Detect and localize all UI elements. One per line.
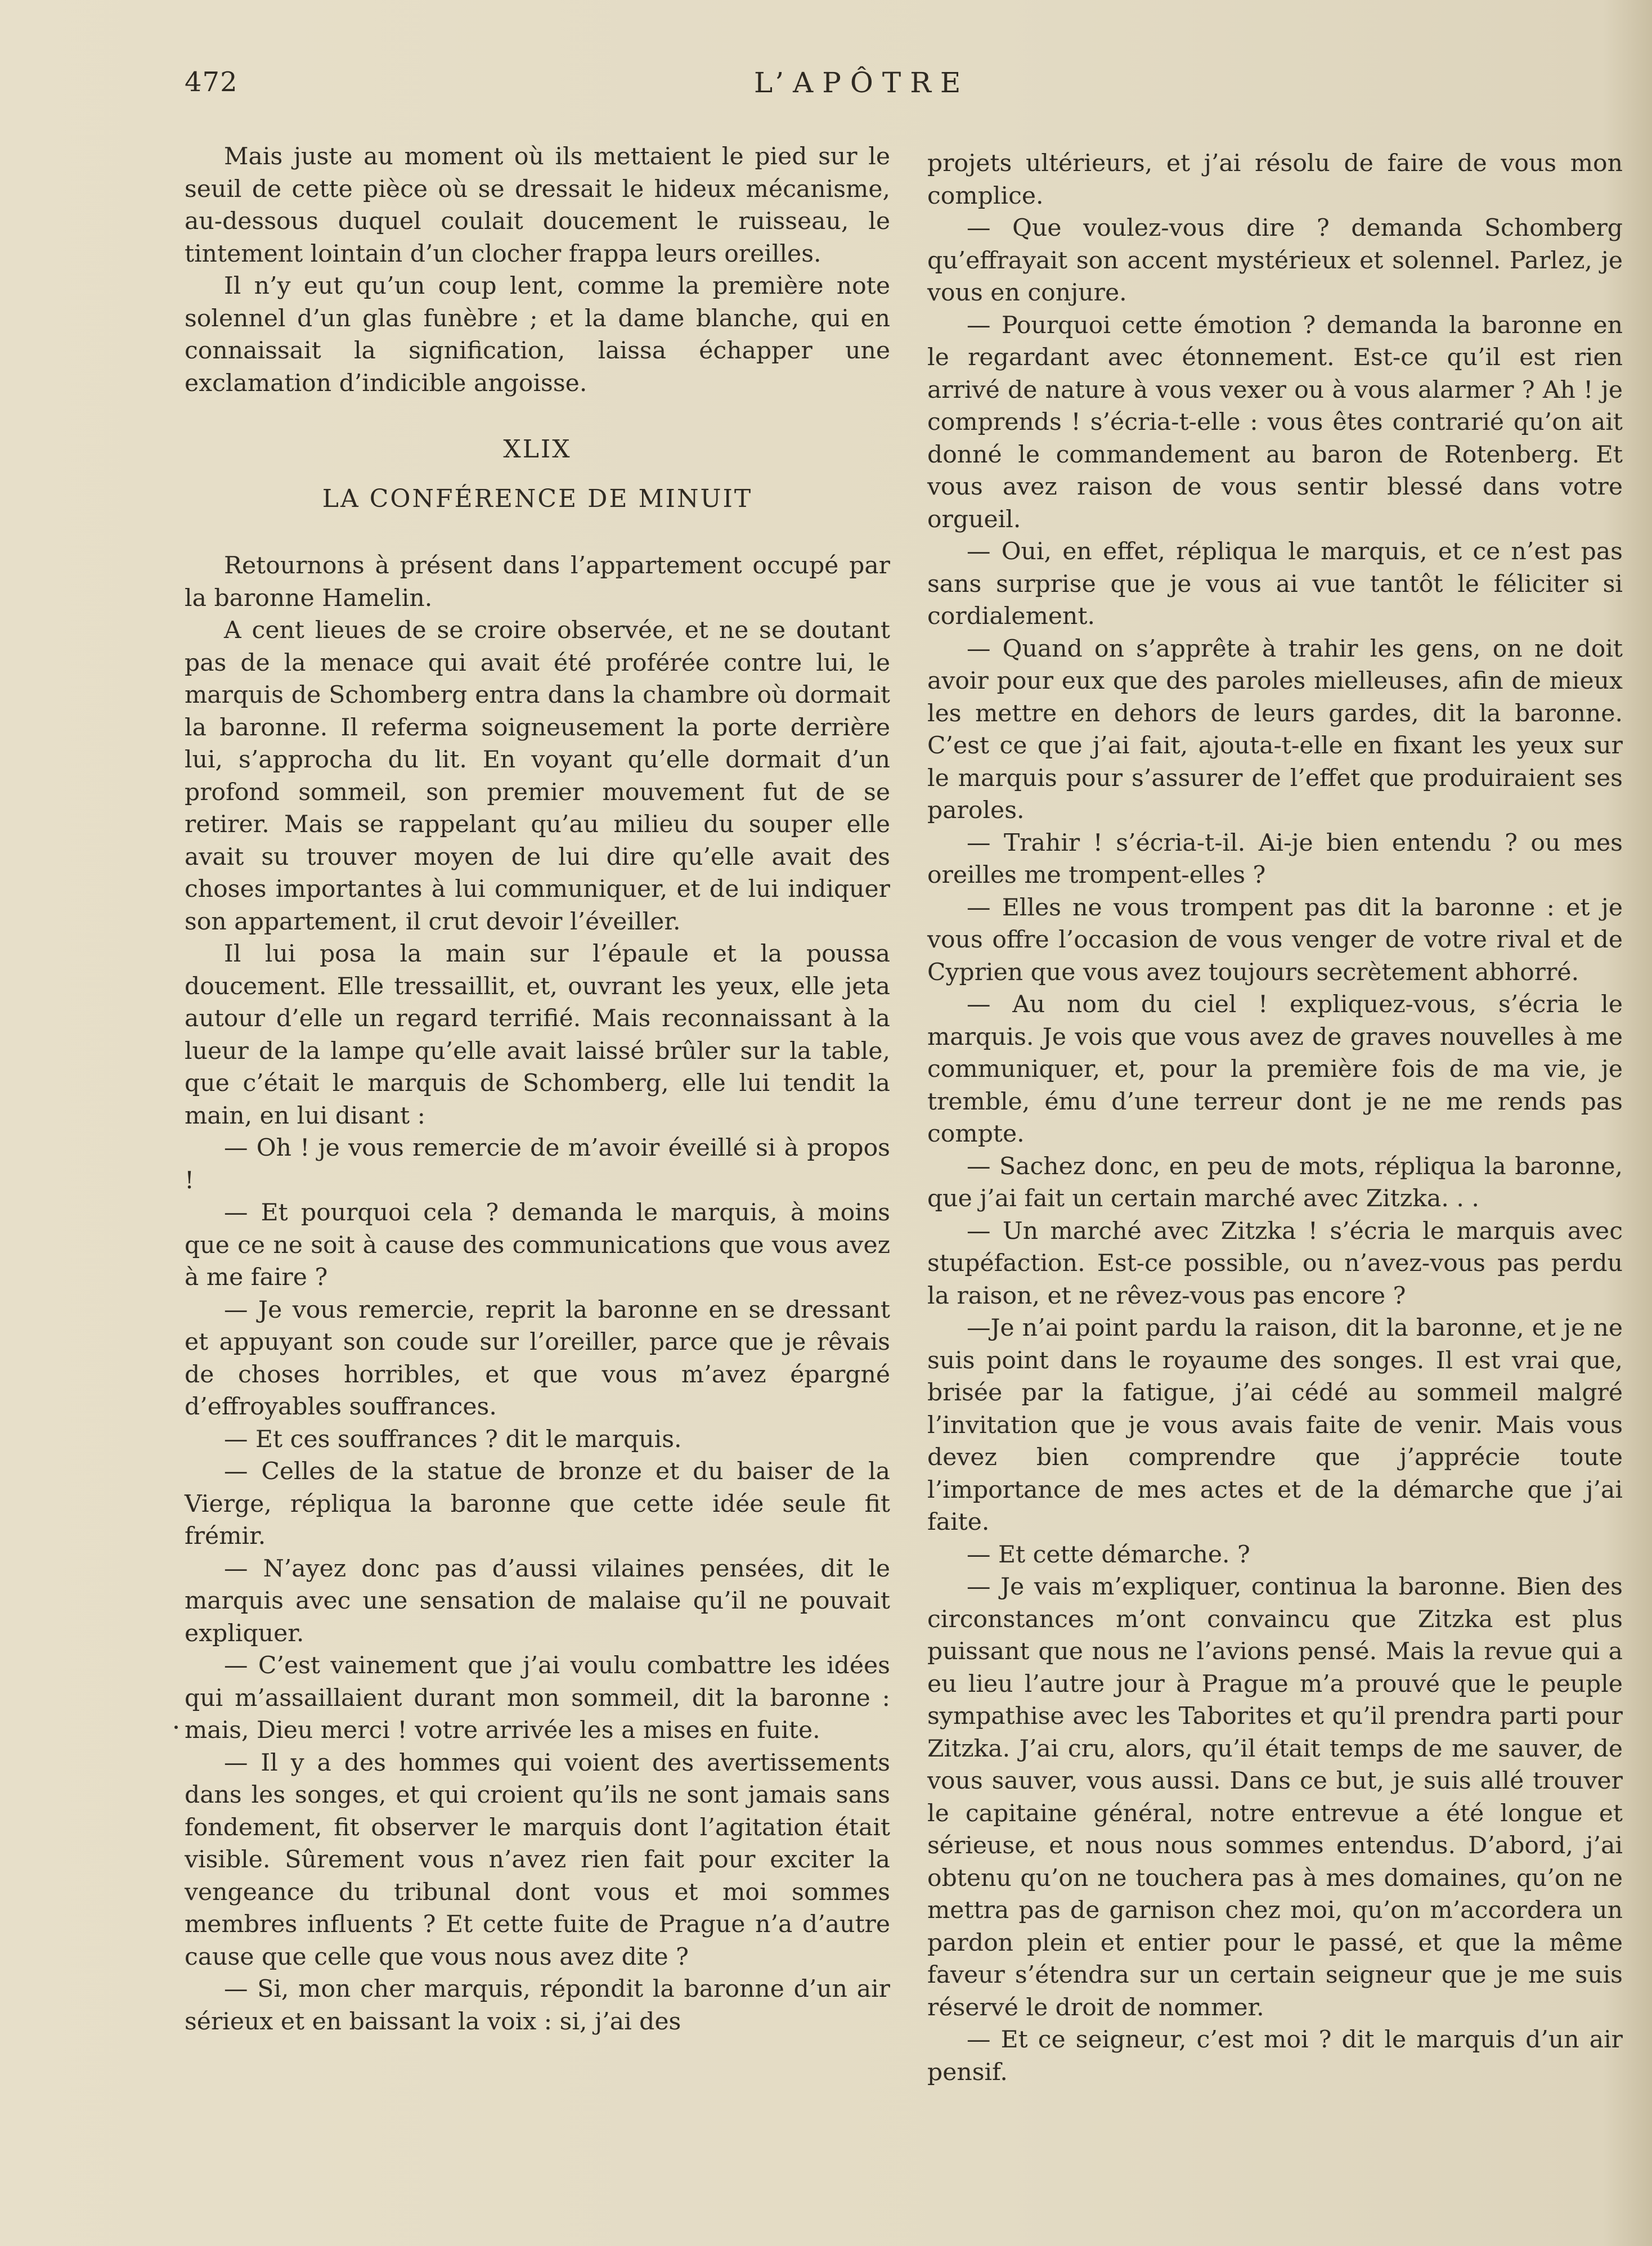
paragraph: — C’est vainement que j’ai voulu combattre les idées qui m’assaillaient durant mon sommeil, dit la baronne : mais, Dieu merci ! votre arrivée les a mises en fuite. [185, 1652, 890, 1744]
paragraph: — Un marché avec Zitzka ! s’écria le marquis avec stupéfaction. Est-ce possible, ou n’avez-vous pas perdu la raison, et ne rêvez-vous pas encore ? [927, 1217, 1623, 1310]
paragraph: — Je vous remercie, reprit la baronne en se dressant et appuyant son coude sur l’oreiller, parce que je rêvais de choses horribles, et que vous m’avez épargné d’effroyables souffrances. [185, 1296, 890, 1421]
paragraph: — Quand on s’apprête à trahir les gens, on ne doit avoir pour eux que des paroles mielleuses, afin de mieux les mettre en dehors de leurs gardes, dit la baronne. C’est ce que j’ai fait, ajouta-t-elle en fixant les yeux sur le marquis pour s’assurer de l’effet que produiraient ses paroles. [927, 635, 1623, 824]
paragraph: — Trahir ! s’écria-t-il. Ai-je bien entendu ? ou mes oreilles me trompent-elles ? [927, 829, 1623, 889]
paragraph: — Que voulez-vous dire ? demanda Schomberg qu’effrayait son accent mystérieux et solennel. Parlez, je vous en conjure. [927, 214, 1623, 307]
paragraph: — Oh ! je vous remercie de m’avoir éveillé si à propos ! [185, 1134, 890, 1194]
paragraph: — Et pourquoi cela ? demanda le marquis, à moins que ce ne soit à cause des communications que vous avez à me faire ? [185, 1199, 890, 1291]
paragraph: — Oui, en effet, répliqua le marquis, et ce n’est pas sans surprise que je vous ai vue tantôt le féliciter si cordialement. [927, 538, 1623, 630]
paragraph: — Pourquoi cette émotion ? demanda la baronne en le regardant avec étonnement. Est-ce qu’il est rien arrivé de nature à vous vexer ou à vous alarmer ? Ah ! je comprends ! s’écria-t-elle : vous êtes contrarié qu’on ait donné le commandement au baron de Rotenberg. Et vous avez raison de vous sentir blessé dans votre orgueil. [927, 311, 1623, 533]
paragraph: — Et ce seigneur, c’est moi ? dit le marquis d’un air pensif. [927, 2026, 1623, 2086]
paragraph: — Sachez donc, en peu de mots, répliqua la baronne, que j’ai fait un certain marché avec Zitzka. . . [927, 1152, 1623, 1212]
paragraph: Retournons à présent dans l’appartement occupé par la baronne Hamelin. [185, 552, 890, 612]
right-column [927, 147, 1623, 2088]
paragraph: — Elles ne vous trompent pas dit la baronne : et je vous offre l’occasion de vous venger de votre rival et de Cyprien que vous avez toujours secrètement abhorré. [927, 893, 1623, 986]
paragraph: — Celles de la statue de bronze et du baiser de la Vierge, répliqua la baronne que cette idée seule fit frémir. [185, 1458, 890, 1550]
running-title: L’APÔTRE [754, 66, 970, 99]
chapter-number: XLIX [503, 435, 572, 464]
paragraph: —Je n’ai point pardu la raison, dit la baronne, et je ne suis point dans le royaume des songes. Il est vrai que, brisée par la fatigue, j’ai cédé au sommeil malgré l’invitation que je vous avais faite de venir. Mais vous devez bien comprendre que j’apprécie toute l’importance de mes actes et de la démarche que j’ai faite. [927, 1314, 1623, 1536]
paragraph: — Au nom du ciel ! expliquez-vous, s’écria le marquis. Je vois que vous avez de graves nouvelles à me communiquer, et, pour la première fois de ma vie, je tremble, ému d’une terreur dont je ne me rends pas compte. [927, 991, 1623, 1148]
paragraph: Mais juste au moment où ils mettaient le pied sur le seuil de cette pièce où se dressait le hideux mécanisme, au-dessous duquel coulait doucement le ruisseau, le tintement lointain d’un clocher frappa leurs oreilles. [185, 143, 890, 268]
paragraph: A cent lieues de se croire observée, et ne se doutant pas de la menace qui avait été proférée contre lui, le marquis de Schomberg entra dans la chambre où dormait la baronne. Il referma soigneusement la porte derrière lui, s’approcha du lit. En voyant qu’elle dormait d’un profond sommeil, son premier mouvement fut de se retirer. Mais se rappelant qu’au milieu du souper elle avait su trouver moyen de lui dire qu’elle avait des choses importantes à lui communiquer, et de lui indiquer son appartement, il crut devoir l’éveiller. [185, 617, 890, 936]
paragraph: — Il y a des hommes qui voient des avertissements dans les songes, et qui croient qu’ils ne sont jamais sans fondement, fit observer le marquis dont l’agitation était visible. Sûrement vous n’avez rien fait pour exciter la vengeance du tribunal dont vous et moi sommes membres influents ? Et cette fuite de Prague n’a d’autre cause que celle que vous nous avez dite ? [185, 1749, 890, 1971]
paragraph: — Et cette démarche. ? [967, 1540, 1250, 1569]
left-column [185, 141, 890, 2038]
page-number: 472 [185, 66, 238, 98]
paragraph: — N’ayez donc pas d’aussi vilaines pensées, dit le marquis avec une sensation de malaise qu’il ne pouvait expliquer. [185, 1555, 890, 1647]
paragraph: — Si, mon cher marquis, répondit la baronne d’un air sérieux et en baissant la voix : si, j’ai des [185, 1975, 890, 2036]
paragraph: Il lui posa la main sur l’épaule et la poussa doucement. Elle tressaillit, et, ouvrant les yeux, elle jeta autour d’elle un regard terrifié. Mais reconnaissant à la lueur de la lampe qu’elle avait laissé brûler sur la table, que c’était le marquis de Schomberg, elle lui tendit la main, en lui disant : [185, 940, 890, 1130]
paragraph: — Je vais m’expliquer, continua la baronne. Bien des circonstances m’ont convaincu que Zitzka est plus puissant que nous ne l’avions pensé. Mais la revue qui a eu lieu l’autre jour à Prague m’a prouvé que le peuple sympathise avec les Taborites et qu’il prendra parti pour Zitzka. J’ai cru, alors, qu’il était temps de me sauver, de vous sauver, vous aussi. Dans ce but, je suis allé trouver le capitaine général, notre entrevue a été longue et sérieuse, et nous nous sommes entendus. D’abord, j’ai obtenu qu’on ne touchera pas à mes domaines, qu’on ne mettra pas de garnison chez moi, qu’on m’accordera un pardon plein et entier pour le passé, et que la même faveur s’étendra sur un certain seigneur que je me suis réservé le droit de nommer. [927, 1573, 1623, 2022]
paragraph-continuation: projets ultérieurs, et j’ai résolu de faire de vous mon complice. [927, 150, 1623, 210]
chapter-title: LA CONFÉRENCE DE MINUIT [322, 484, 753, 513]
paragraph: Il n’y eut qu’un coup lent, comme la première note solennel d’un glas funèbre ; et la dame blanche, qui en connaissait la signification, laissa échapper une exclamation d’indicible angoisse. [185, 272, 890, 397]
margin-mark [174, 1726, 178, 1729]
paragraph: — Et ces souffrances ? dit le marquis. [224, 1425, 682, 1453]
